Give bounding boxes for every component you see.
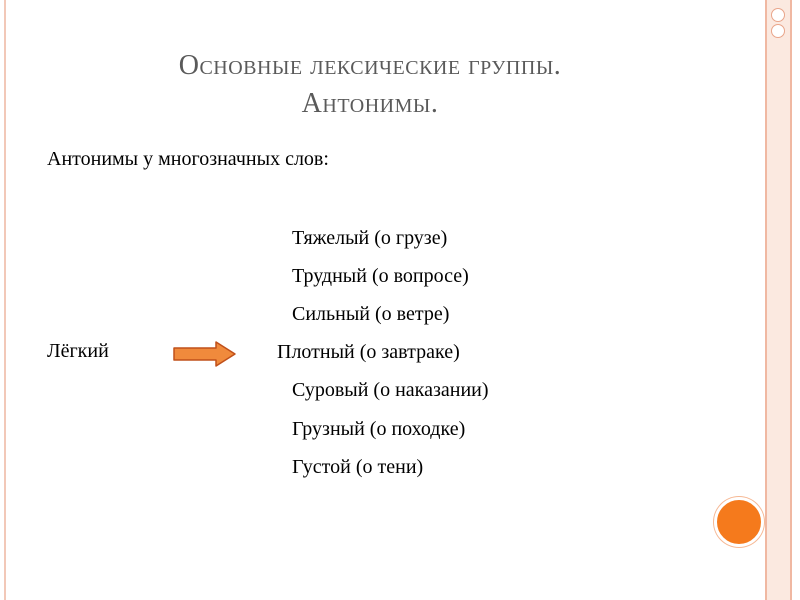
orange-circle-decoration <box>714 497 764 547</box>
antonym-item: Плотный (о завтраке) <box>277 341 460 363</box>
source-word: Лёгкий <box>47 340 109 362</box>
title-line-1: Основные лексические группы. <box>178 50 562 81</box>
antonym-item: Густой (о тени) <box>292 456 424 478</box>
title-line-2: Антонимы. <box>301 88 439 119</box>
antonym-item: Тяжелый (о грузе) <box>292 227 448 249</box>
band-circle-top <box>771 8 785 22</box>
antonym-item: Грузный (о походке) <box>292 418 466 440</box>
slide-subtitle: Антонимы у многозначных слов: <box>47 148 329 170</box>
band-circle-second <box>771 24 785 38</box>
right-decorative-band <box>765 0 792 600</box>
right-arrow-icon <box>172 340 238 368</box>
slide-title <box>0 47 740 123</box>
antonym-item: Трудный (о вопросе) <box>292 265 469 287</box>
antonym-item: Сильный (о ветре) <box>292 303 450 325</box>
antonym-item: Суровый (о наказании) <box>292 379 489 401</box>
